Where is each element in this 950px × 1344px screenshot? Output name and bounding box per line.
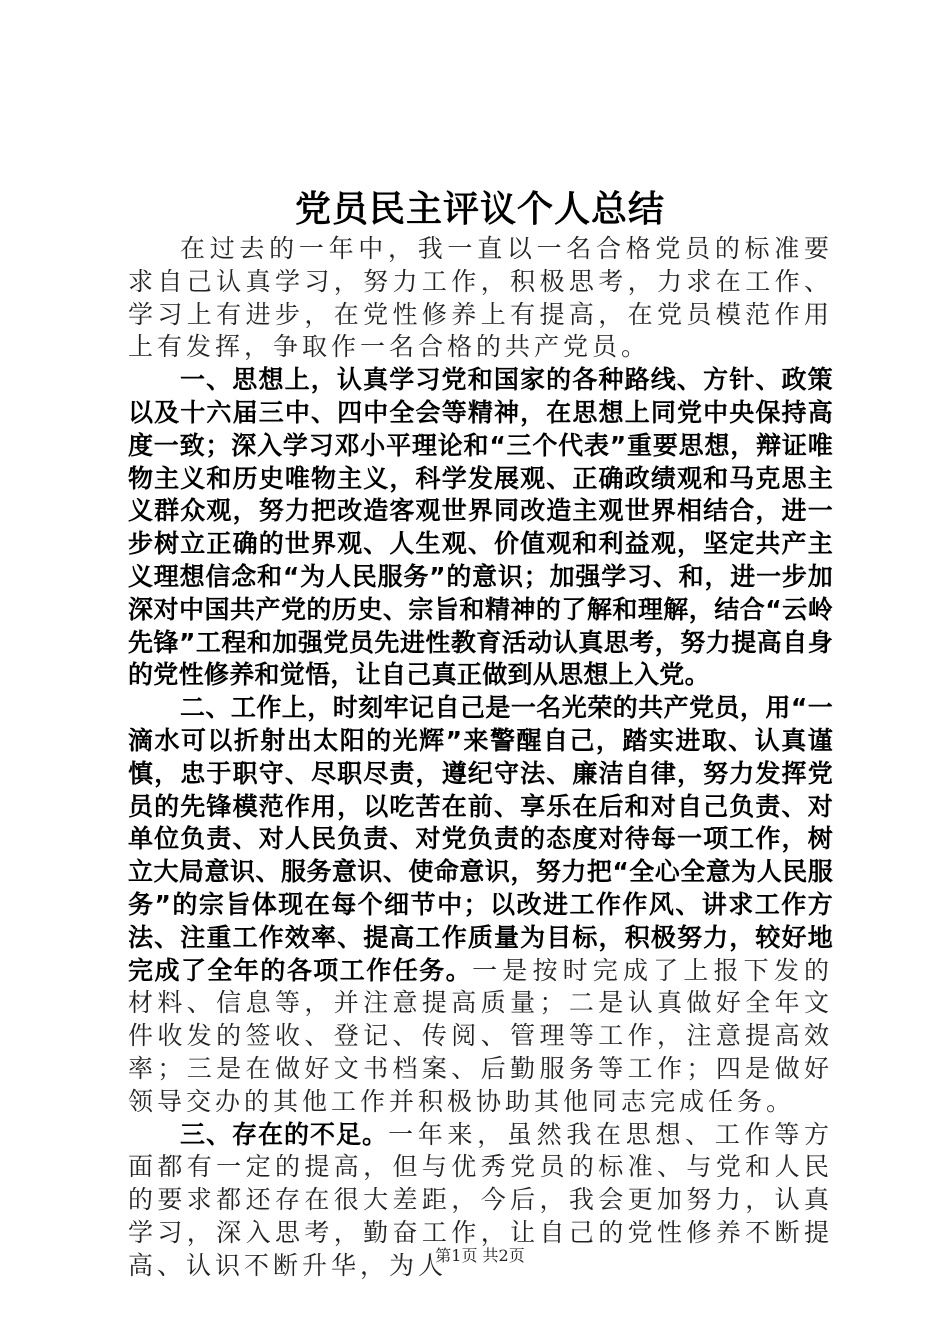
paragraph-shortcomings-heading: 三、存在的不足。: [180, 1119, 389, 1149]
paragraph-work: [128, 692, 833, 1118]
document-body: [128, 233, 833, 1283]
paragraph-intro: 在过去的一年中，我一直以一名合格党员的标准要求自己认真学习，努力工作，积极思考，力求在工作、学习上有进步，在党性修养上有提高，在党员模范作用上有发挥，争取作一名合格的共产党员。: [128, 234, 833, 362]
paragraph-shortcomings-text: 一年来，虽然我在思想、工作等方面都有一定的提高，但与优秀党员的标准、与党和人民的要求都还存在很大差距，今后，我会更加努力，认真学习，深入思考，勤奋工作，让自己的党性修养不断提高、认识不断升华，为人: [128, 1119, 833, 1280]
paragraph-work-detail: 一是按时完成了上报下发的材料、信息等，并注意提高质量；二是认真做好全年文件收发的签收、登记、传阅、管理等工作，注意提高效率；三是在做好文书档案、后勤服务等工作；四是做好领导交办的其他工作并积极协助其他同志完成任务。: [128, 955, 833, 1116]
document-title: 党员民主评议个人总结: [294, 188, 665, 230]
paragraph-thought: 一、思想上，认真学习党和国家的各种路线、方针、政策以及十六届三中、四中全会等精神，在思想上同党中央保持高度一致；深入学习邓小平理论和“三个代表”重要思想，辩证唯物主义和历史唯物主义，科学发展观、正确政绩观和马克思主义群众观，努力把改造客观世界同改造主观世界相结合，进一步树立正确的世界观、人生观、价值观和利益观，坚定共产主义理想信念和“为人民服务”的意识；加强学习、和，进一步加深对中国共产党的历史、宗旨和精神的了解和理解，结合“云岭先锋”工程和加强党员先进性教育活动认真思考，努力提高自身的党性修养和觉悟，让自己真正做到从思想上入党。: [128, 365, 833, 690]
page-footer: 第1页 共2页: [435, 1246, 525, 1265]
paragraph-work-bold: 二、工作上，时刻牢记自己是一名光荣的共产党员，用“一滴水可以折射出太阳的光辉”来警醒自己，踏实进取、认真谨慎，忠于职守、尽职尽责，遵纪守法、廉洁自律，努力发挥党员的先锋模范作用，以吃苦在前、享乐在后和对自己负责、对单位负责、对人民负责、对党负责的态度对待每一项工作，树立大局意识、服务意识、使命意识，努力把“全心全意为人民服务”的宗旨体现在每个细节中；以改进工作作风、讲求工作方法、注重工作效率、提高工作质量为目标，积极努力，较好地完成了全年的各项工作任务。: [128, 693, 833, 985]
